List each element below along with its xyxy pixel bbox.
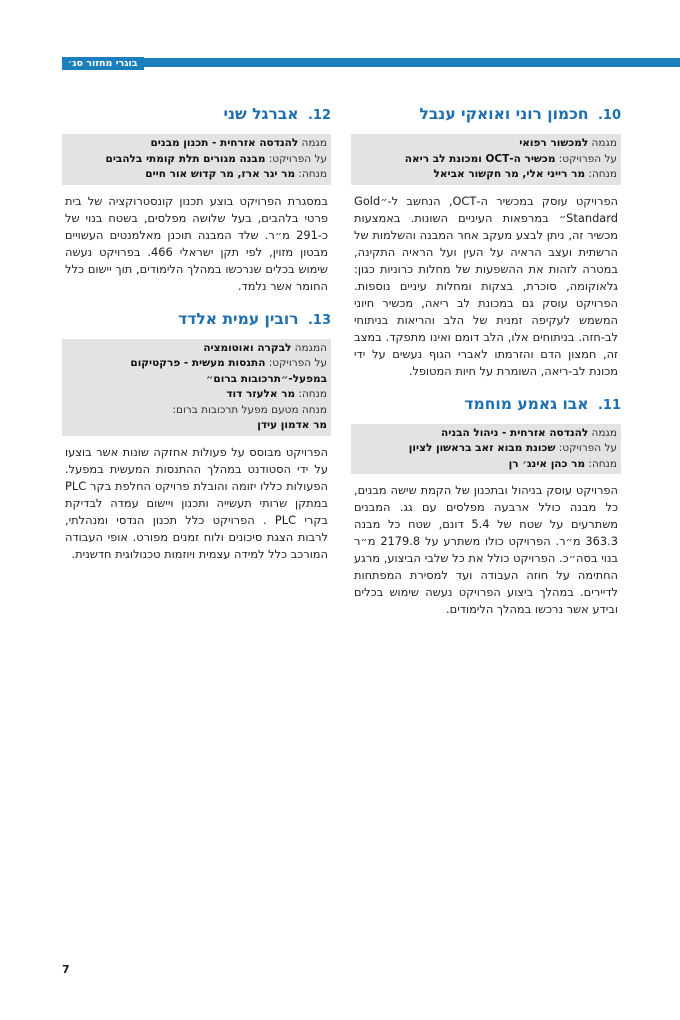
info-label: המגמה [291, 341, 327, 354]
info-line-advisor [355, 167, 617, 183]
section-body: הפרויקט עוסק בניהול ובתכנון של הקמת שישה מבנים, כל מבנה כולל ארבעה מפלסים עם גג. המבנים משתרעים על שטח של 5.4 דונם, שטח כל מבנה 363.3 מ״ר. הפרויקט כולו משתרע על 2179.8 מ״ר בנוי בסה״כ. הפרויקט כולל את כל שלבי הביצוע, מרגע החתימה על חוזה העבודה ועד למסירת המפתחות לדיירים. במהלך ביצוע הפרויקט נעשה שימוש בכלים ובידע אשר נרכשו במהלך הלימודים. [354, 483, 618, 616]
info-label: מנחה: [295, 388, 327, 400]
section-body: במסגרת הפרויקט בוצע תכנון קונסטרוקציה של בית פרטי בלהבים, בעל שלושה מפלסים, בשטח בנוי של כ-291 מ״ר. שלד המבנה תוכנן מאלמנטים העשויים מבטון מזוין, לפי תקן ישראלי 466. בפרויקט נעשה שימוש בכלים שנרכשו במהלך הלימודים, תוך יישום כלל החומר אשר נלמד. [65, 193, 329, 293]
section-title [351, 394, 621, 416]
info-value: לבקרה ואוטומציה [203, 341, 292, 354]
info-label: מנחה: [295, 168, 327, 180]
column-left [62, 100, 331, 577]
info-label: מנחה מטעם מפעל תרכובות ברום: [172, 403, 327, 416]
info-line-project [355, 152, 617, 168]
header-tag: בוגרי מחזור סג׳ [62, 57, 144, 70]
info-label: מגמה [588, 426, 617, 439]
info-value: למכשור רפואי [519, 137, 589, 149]
info-line-project [66, 356, 327, 387]
project-section-13 [62, 309, 331, 563]
info-line-field [355, 136, 617, 152]
info-line-project [66, 152, 327, 168]
info-line-field [355, 426, 617, 442]
section-title [351, 104, 621, 126]
project-section-10 [351, 104, 621, 380]
info-value: להנדסה אזרחית - תכנון מבנים [150, 137, 299, 149]
info-label: מגמה [298, 137, 327, 149]
info-line-field [66, 136, 327, 152]
info-label: על הפרויקט: [555, 442, 617, 454]
info-value: מר כהן אינג׳ רן [508, 457, 586, 470]
info-value: מר אלעזר דוד [226, 388, 296, 400]
info-line-advisor [66, 387, 327, 403]
info-label: מנחה: [585, 168, 617, 180]
info-label: על הפרויקט: [555, 152, 617, 165]
info-line-advisor [66, 167, 327, 183]
info-box [62, 134, 331, 185]
info-label: מגמה [588, 137, 617, 149]
info-box [351, 424, 621, 475]
section-title [62, 309, 331, 331]
info-line-field [66, 341, 327, 357]
project-section-12 [62, 104, 331, 295]
info-value: מכשיר ה-OCT ומכונת לב ריאה [404, 152, 556, 165]
section-body: הפרויקט עוסק במכשיר ה-OCT, הנחשב ל-״Gold Standard״ במרפאות העיניים השונות. באמצעות מכשיר זה, ניתן לבצע מעקב אחר המבנה והשלמות של הרשתית ועצב הראיה על העין ועל הראיה התקינה, במטרה לזהות את ההשפעות של מחלות כרוניות כגון: גלאוקומה, סוכרת, בצקות ומחלות עיניים נוספות. הפרויקט עוסק גם במכונת לב ריאה, מכשיר חיוני המשמש לעקיפה זמנית של הלב והריאות בניתוחי לב-חזה. בניתוחים אלו, הלב דומם ואינו מתפקד. במצב זה, חמצון הדם והזרמתו לאברי הגוף נעשים על ידי מכונת לב-ריאה, השומרת על חיות המטופל. [354, 193, 618, 378]
info-box [351, 134, 621, 185]
info-value: מר יגר ארז, מר קדוש אור חיים [145, 168, 296, 180]
section-number: 12. [307, 108, 331, 123]
section-title [62, 104, 331, 126]
section-name: אברגל שני [223, 105, 299, 123]
info-line-factory-advisor [66, 403, 327, 419]
section-number: 13. [307, 312, 331, 328]
info-value: מבנה מגורים תלת קומתי בלהבים [105, 152, 266, 165]
info-label: מנחה: [585, 457, 617, 470]
info-value: שכונת מבוא זאב בראשון לציון [408, 442, 556, 454]
header-bar [62, 58, 680, 67]
info-value: מר רייני אלי, מר חקשור אביאל [433, 168, 586, 180]
section-number: 10. [597, 108, 621, 123]
section-name: אבו גאמע מוחמד [464, 394, 589, 413]
info-value: מר אדמון עידן [257, 419, 327, 431]
info-box [62, 339, 331, 436]
project-section-11 [351, 394, 621, 619]
info-line-factory-advisor-name [66, 418, 327, 434]
section-name: חכמון רוני ואואקי ענבל [419, 105, 589, 123]
page-number: 7 [62, 963, 70, 976]
section-body: הפרויקט מבוסס על פעולות אחזקה שונות אשר בוצעו על ידי הסטודנט במהלך ההתנסות המעשית במפעל. הפעולות כללו יזומה והובלת פרויקט החלפת בקר PLC במתקן שרותי תעשייה ותכנון ויישום עמדה לבדיקת בקרי PLC . הפרויקט כלל תכנון הנדסי ומנהלתי, לרבות הצגת סיכונים ולוח זמנים מפורט. אופי העבודה המורכב כלל למידה עצמית ויוזמות טכנולוגית חדשנית. [65, 444, 329, 561]
section-name: רובין עמית אלדד [178, 309, 299, 328]
info-label: על הפרויקט: [265, 357, 327, 369]
column-right [351, 100, 621, 632]
info-value: להנדסה אזרחית - ניהול הבניה [441, 426, 589, 439]
info-label: על הפרויקט: [265, 152, 327, 165]
section-number: 11. [597, 397, 621, 413]
info-value: התנסות מעשית - פרקטיקום במפעל-״תרכובות ברום״ [130, 357, 327, 385]
info-line-advisor [355, 457, 617, 473]
info-line-project [355, 441, 617, 457]
